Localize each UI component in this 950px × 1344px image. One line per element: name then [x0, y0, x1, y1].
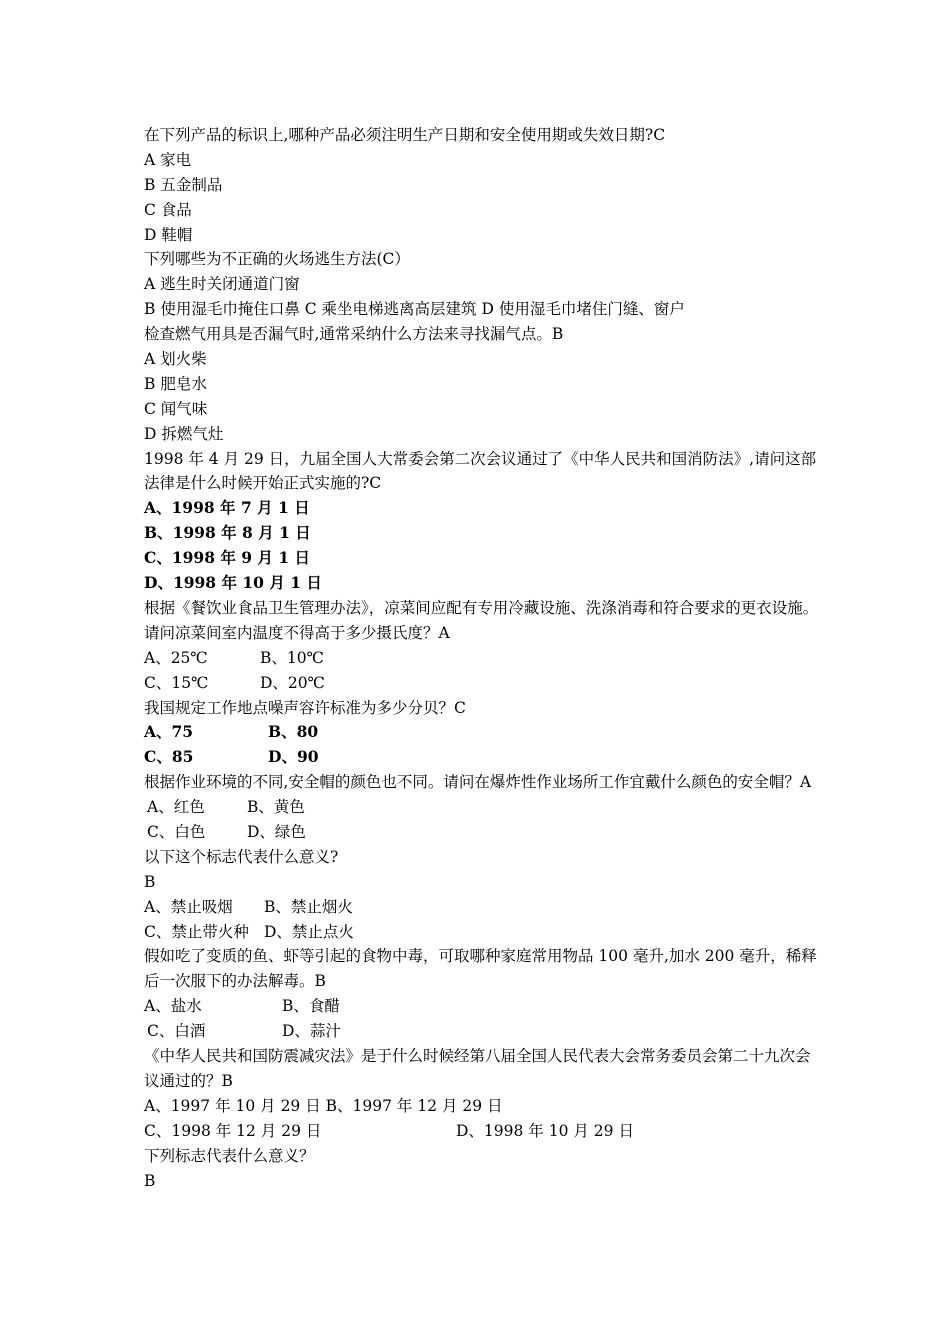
option-b: B、80 — [268, 722, 319, 742]
question-10: 《中华人民共和国防震减灾法》是于什么时候经第八届全国人民代表大会常务委员会第二十九次会议通过的？B — [144, 1047, 811, 1090]
question-7: 根据作业环境的不同,安全帽的颜色也不同。请问在爆炸性作业场所工作宜戴什么颜色的安全帽？A — [144, 773, 812, 792]
options-row-1 — [144, 895, 824, 920]
option-c: C、禁止带火种 — [144, 922, 249, 941]
option-c: C、1998 年 9 月 1 日 — [144, 548, 311, 568]
options-row-2 — [144, 1119, 824, 1144]
option-a: A 划火柴 — [144, 350, 207, 369]
option-d: D、1998 年 10 月 1 日 — [144, 573, 322, 593]
option-a: A 逃生时关闭通道门窗 — [144, 275, 300, 294]
question-8: 以下这个标志代表什么意义? — [144, 847, 339, 866]
options-row-2 — [144, 820, 824, 845]
option-b: B、10℃ — [260, 648, 324, 667]
option-a: A、1998 年 7 月 1 日 — [144, 498, 310, 518]
option-c: C 闻气味 — [144, 399, 208, 418]
option-b: B、黄色 — [247, 798, 305, 817]
option-d: D、1998 年 10 月 29 日 — [456, 1121, 634, 1140]
question-6: 我国规定工作地点噪声容许标准为多少分贝？C — [144, 698, 466, 717]
option-a: A 家电 — [144, 150, 192, 169]
option-b: B、食醋 — [282, 997, 340, 1016]
answer: B — [144, 1171, 156, 1190]
options-row-1 — [144, 994, 824, 1019]
options-row-2 — [144, 920, 824, 945]
option-c: C、1998 年 12 月 29 日 — [144, 1121, 322, 1140]
option-d: D、禁止点火 — [264, 922, 354, 941]
option-d: D 鞋帽 — [144, 225, 193, 244]
options-row-1: A、1997 年 10 月 29 日 B、1997 年 12 月 29 日 — [144, 1096, 503, 1115]
options-row-2 — [144, 1019, 824, 1044]
option-a: A、盐水 — [144, 997, 202, 1016]
option-d: D 拆燃气灶 — [144, 424, 224, 443]
option-a: A、75 — [144, 722, 194, 742]
options-row-1 — [144, 720, 824, 745]
question-11: 下列标志代表什么意义？ — [144, 1146, 315, 1165]
option-b: B、1998 年 8 月 1 日 — [144, 523, 311, 543]
option-b: B、禁止烟火 — [264, 897, 353, 916]
options-row-2 — [144, 745, 824, 770]
options-row-1 — [144, 646, 824, 671]
option-a: A、禁止吸烟 — [144, 897, 233, 916]
option-d: D、绿色 — [247, 823, 306, 842]
option-b: B 肥皂水 — [144, 374, 207, 393]
option-c: C、白色 — [147, 823, 206, 842]
option-d: D、90 — [268, 747, 319, 767]
question-3: 检查燃气用具是否漏气时,通常采纳什么方法来寻找漏气点。B — [144, 325, 564, 344]
question-2: 下列哪些为不正确的火场逃生方法(C） — [144, 250, 410, 269]
option-c: C、85 — [144, 747, 194, 767]
question-5: 根据《餐饮业食品卫生管理办法》，凉菜间应配有专用冷藏设施、洗涤消毒和符合要求的更衣设施。请问凉菜间室内温度不得高于多少摄氏度？A — [144, 598, 819, 642]
option-c: C 食品 — [144, 200, 192, 219]
options-row-2 — [144, 671, 824, 696]
option-c: C、白酒 — [147, 1022, 206, 1041]
question-4: 1998 年 4 月 29 日，九届全国人大常委会第二次会议通过了《中华人民共和国消防法》,请问这部法律是什么时候开始正式实施的?C — [144, 449, 817, 493]
option-b: B 五金制品 — [144, 175, 223, 194]
question-9: 假如吃了变质的鱼、虾等引起的食物中毒，可取哪种家庭常用物品 100 毫升,加水 200 毫升，稀释后一次服下的办法解毒。B — [144, 947, 817, 991]
document-body — [144, 123, 824, 1193]
option-d: D、蒜汁 — [282, 1022, 341, 1041]
options-bcd: B 使用湿毛巾掩住口鼻 C 乘坐电梯逃离高层建筑 D 使用湿毛巾堵住门缝、窗户 — [144, 300, 685, 319]
question-1: 在下列产品的标识上,哪种产品必须注明生产日期和安全使用期或失效日期?C — [144, 126, 666, 144]
option-a: A、25℃ — [144, 648, 208, 667]
options-row-1 — [144, 795, 824, 820]
option-d: D、20℃ — [260, 673, 325, 692]
option-a: A、红色 — [147, 798, 205, 817]
answer: B — [144, 872, 156, 891]
option-c: C、15℃ — [144, 673, 209, 692]
